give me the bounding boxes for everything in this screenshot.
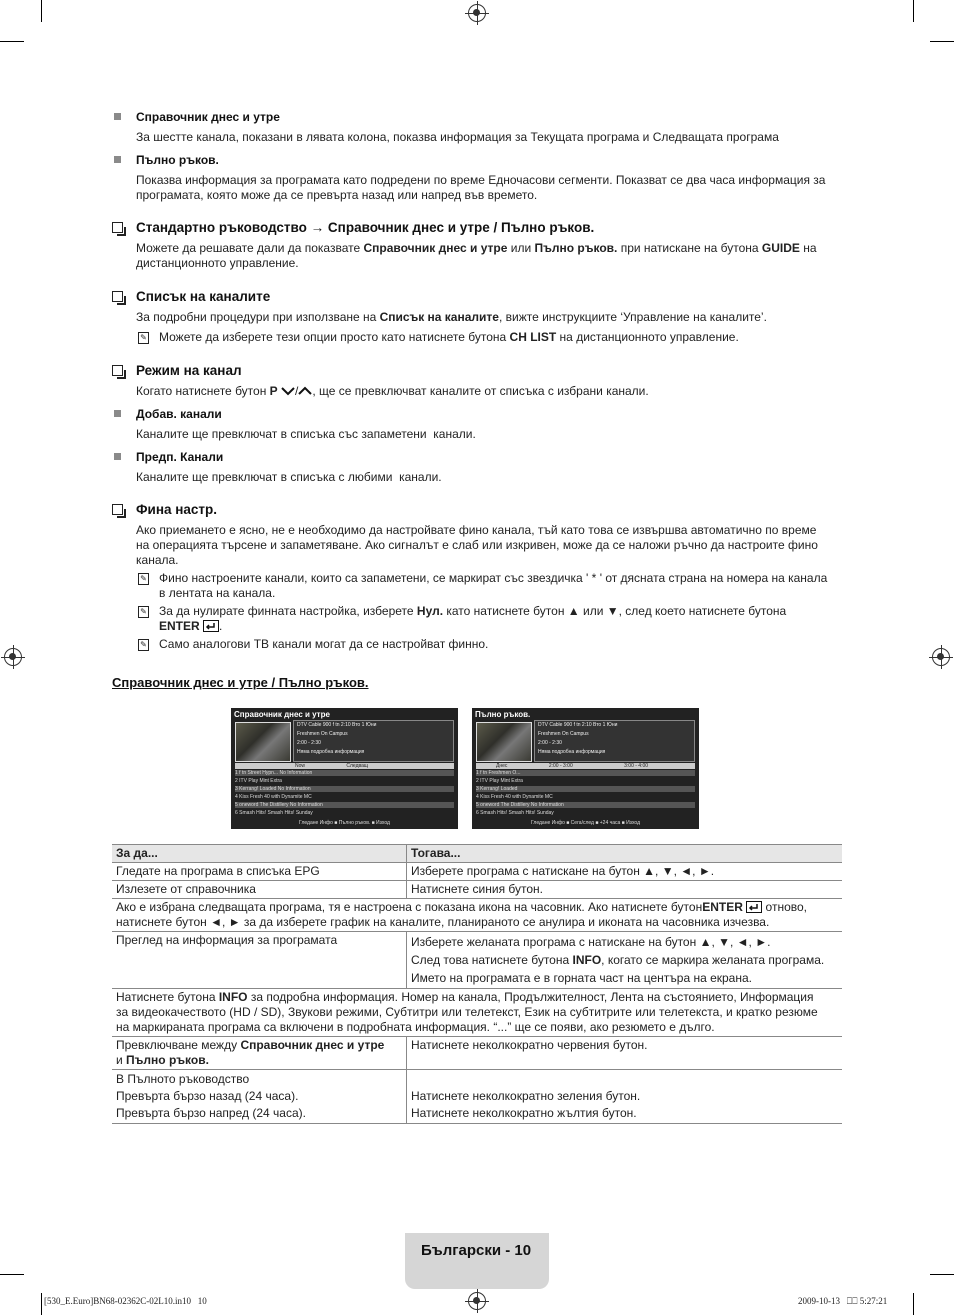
crop-mark xyxy=(41,1293,42,1315)
channel-row[interactable]: 5 oneword The Distillery No Information xyxy=(476,802,695,808)
paragraph: Каналите ще превключат в списъка със запаметени канали. xyxy=(136,427,476,441)
bullet-square-icon xyxy=(114,113,121,120)
figure-title: Справочник днес и утре / Пълно ръков. xyxy=(112,675,369,690)
info-line: Няма подробна информация xyxy=(297,749,365,755)
crop-mark xyxy=(913,1293,914,1315)
print-meta-right: 2009-10-13 ⎕⎕ 5:27:21 xyxy=(798,1296,888,1306)
table-row xyxy=(112,899,842,932)
text: Превключване между xyxy=(116,1038,241,1052)
header-cell: Тогава... xyxy=(407,845,843,863)
page-label: Български - 10 xyxy=(421,1242,532,1259)
info-line: Freshmen On Campus xyxy=(538,731,589,737)
text: Можете да изберете тези опции просто като натиснете бутона xyxy=(159,330,510,344)
info-line: 2:00 - 2:30 xyxy=(297,740,321,746)
crop-mark xyxy=(930,1274,954,1275)
section-heading: Списък на каналите xyxy=(136,289,271,304)
text: отново, xyxy=(762,900,808,914)
text: при натискане на бутона xyxy=(617,241,762,255)
note-icon: ✎ xyxy=(138,639,149,651)
crop-mark xyxy=(41,0,42,22)
text: , ще се превключват каналите от списъка с избрани канали. xyxy=(312,384,649,398)
program-info xyxy=(293,720,454,762)
registration-mark-icon xyxy=(932,648,950,666)
registration-mark-icon xyxy=(4,648,22,666)
registration-mark-icon xyxy=(468,4,486,22)
col-now: Now xyxy=(295,763,306,769)
info-line: 2:00 - 2:30 xyxy=(538,740,562,746)
text: GUIDE xyxy=(761,241,800,255)
crop-mark xyxy=(0,41,24,42)
section-heading: Фина настр. xyxy=(136,502,218,517)
table-row xyxy=(112,989,842,1037)
table-header-row xyxy=(112,845,842,863)
note-text: ENTER . xyxy=(159,619,223,633)
table-row xyxy=(112,881,842,899)
text: Натиснете неколкократно зеления бутон. xyxy=(411,1089,641,1103)
text: и xyxy=(116,1053,127,1067)
note-text: Фино настроените канали, които са запаметени, се маркират със звездичка ' * ' от дясната страна на номера на канала xyxy=(159,571,828,585)
crop-mark xyxy=(913,0,914,22)
cell xyxy=(112,899,842,932)
table-row xyxy=(112,1070,842,1124)
paragraph: програмата, която може да се превърта назад или напред във времето. xyxy=(136,188,538,202)
table-row xyxy=(112,1037,842,1070)
text: Името на програмата е в горната част на центъра на екрана. xyxy=(411,971,752,985)
paragraph xyxy=(136,241,817,256)
text: на xyxy=(799,241,817,255)
screen-title: Пълно ръков. xyxy=(475,710,531,719)
instructions-table xyxy=(112,844,842,1124)
paragraph: Когато натиснете бутон P / , ще се превключват каналите от списъка с избрани канали. xyxy=(136,384,649,398)
text: След това натиснете бутона xyxy=(411,953,573,967)
paragraph: дистанционното управление. xyxy=(136,256,299,270)
text: за подробна информация. Номер на канала, Продължителност, Лента на състоянието, Информация xyxy=(247,990,814,1004)
paragraph xyxy=(136,310,767,325)
column-header xyxy=(235,763,454,769)
tv-screen-full-guide xyxy=(472,708,699,829)
info-line: DTV Cable 900 f tn 2:10 Вто 1 Юни xyxy=(297,722,377,728)
cell xyxy=(407,1070,843,1124)
paragraph: Показва информация за програмата като подредени по време Едночасови сегменти. Показват се два часа информация за xyxy=(136,173,826,187)
text: за видеокачеството (HD / SD), Звукови режими, Субтитри или телетекст, Език на субтитрите или телетекста, и кратко резюме xyxy=(116,1005,818,1019)
text: Натиснете бутона xyxy=(116,990,219,1004)
info-line: Freshmen On Campus xyxy=(297,731,348,737)
text: Справочник днес и утре xyxy=(363,241,508,255)
note-icon: ✎ xyxy=(138,332,149,344)
channel-row[interactable]: 6 Smash Hits! Smash Hits! Sunday xyxy=(476,810,554,816)
note-icon: ✎ xyxy=(138,606,149,618)
text: CH LIST xyxy=(509,330,557,344)
note-text xyxy=(159,604,786,619)
text: Ако е избрана следващата програма, тя е настроена с показана икона на часовник. Ако натиснете бутон xyxy=(116,900,703,914)
enter-icon xyxy=(746,901,762,913)
text: INFO xyxy=(572,953,602,967)
subsection-title: Пълно ръков. xyxy=(136,153,219,167)
subsection-title: Добав. канали xyxy=(136,407,222,421)
cell xyxy=(112,1037,407,1070)
channel-row[interactable]: 2 ITV Play Mint Extra xyxy=(476,778,523,784)
enter-icon xyxy=(203,620,219,632)
cell: Преглед на информация за програмата xyxy=(112,932,407,989)
chevron-down-icon xyxy=(281,386,295,396)
checkbox-bullet-icon xyxy=(112,504,123,515)
note-icon: ✎ xyxy=(138,573,149,585)
header-cell: За да... xyxy=(112,845,407,863)
col-next: Следващ xyxy=(346,763,369,769)
cell: Натиснете синия бутон. xyxy=(407,881,843,899)
section-heading: Режим на канал xyxy=(136,363,242,378)
text: Пълно ръков. xyxy=(534,241,618,255)
checkbox-bullet-icon xyxy=(112,291,123,302)
subsection-title: Предп. Канали xyxy=(136,450,224,464)
info-line: Няма подробна информация xyxy=(538,749,606,755)
text: ENTER xyxy=(702,900,743,914)
program-thumbnail xyxy=(476,722,532,762)
channel-row[interactable]: 5 oneword The Distillery No Information xyxy=(235,802,454,808)
paragraph: канала. xyxy=(136,553,179,567)
checkbox-bullet-icon xyxy=(112,365,123,376)
note-text: Само аналогови ТВ канали могат да се настройват финно. xyxy=(159,637,489,651)
paragraph: на операцията търсене и запаметяване. Ако сигналът е слаб или изкривен, може да се наложи ръчно да настроите фино xyxy=(136,538,818,552)
paragraph: Каналите ще превключат в списъка с любими канали. xyxy=(136,470,442,484)
text: INFO xyxy=(218,990,248,1004)
crop-mark xyxy=(930,41,954,42)
cell: Излезете от справочника xyxy=(112,881,407,899)
text: Списък на каналите xyxy=(379,310,499,324)
text: За подробни процедури при използване на xyxy=(136,310,380,324)
text: Можете да решавате дали да показвате xyxy=(136,241,364,255)
note-text xyxy=(159,330,739,345)
cell: Натиснете неколкократно червения бутон. xyxy=(407,1037,843,1070)
screen-footer: Гледане Инфо ■ Пълно ръков. ■ Изход xyxy=(299,820,390,826)
text: P xyxy=(269,384,278,398)
column-header xyxy=(476,763,695,769)
subsection-title: Справочник днес и утре xyxy=(136,110,280,124)
text: Натиснете неколкократно жълтия бутон. xyxy=(411,1106,637,1120)
text: Когато натиснете бутон xyxy=(136,384,270,398)
chevron-up-icon xyxy=(298,386,312,396)
text: , когато се маркира желаната програма. xyxy=(601,953,825,967)
program-info xyxy=(534,720,695,762)
cell: Изберете програма с натискане на бутон ▲, ▼, ◄, ►. xyxy=(407,863,843,881)
text: Нул. xyxy=(416,604,444,618)
print-meta-left: [530_E.Euro]BN68-02362C-02L10.in10 10 xyxy=(44,1296,207,1306)
tv-screen-now-next xyxy=(231,708,458,829)
note-text: в лентата на канала. xyxy=(159,586,276,600)
text: Изберете желаната програма с натискане на бутон ▲, ▼, ◄, ►. xyxy=(411,935,771,949)
text: ENTER xyxy=(159,619,200,633)
col-today: Днес xyxy=(496,763,508,769)
text: натиснете бутон ◄, ► за да изберете график на каналите, планираното се анулира и иконата на часовника изчезва. xyxy=(116,915,770,929)
crop-mark xyxy=(0,1274,24,1275)
col-slot-1: 2:00 - 3:00 xyxy=(548,763,573,769)
text: Справочник днес и утре xyxy=(240,1038,385,1052)
text: В Пълното ръководство xyxy=(116,1072,250,1086)
registration-mark-icon xyxy=(468,1292,486,1310)
text: Превърта бързо назад (24 часа). xyxy=(116,1089,299,1103)
col-slot-2: 3:00 - 4:00 xyxy=(624,763,649,769)
table-row xyxy=(112,932,842,989)
bullet-square-icon xyxy=(114,453,121,460)
channel-row[interactable]: 2 ITV Play Mint Extra xyxy=(235,778,282,784)
bullet-square-icon xyxy=(114,156,121,163)
channel-row[interactable]: 4 Kiss Fresh 40 with Dynamite MC xyxy=(476,794,553,800)
screen-footer: Гледане Инфо ■ Сега/след ■ +24 часа ■ Изход xyxy=(530,820,641,826)
text: на дистанционното управление. xyxy=(556,330,739,344)
text: За да нулирате финната настройка, изберете xyxy=(159,604,417,618)
cell xyxy=(112,989,842,1037)
table-row xyxy=(112,863,842,881)
text: или xyxy=(507,241,535,255)
page-number-tab xyxy=(405,1233,549,1289)
program-thumbnail xyxy=(235,722,291,762)
cell xyxy=(112,1070,407,1124)
info-line: DTV Cable 900 f tn 2:10 Вто 1 Юни xyxy=(538,722,618,728)
channel-row[interactable]: 1 f tn Freshmen O... xyxy=(476,770,695,776)
channel-row[interactable]: 3 Kerrang! Loaded No Information xyxy=(235,786,454,792)
checkbox-bullet-icon xyxy=(112,222,123,233)
screen-title: Справочник днес и утре xyxy=(234,710,330,719)
text: на маркираната програма са включени в подробната информация. “...” ще се появи, ако резюмето е дълго. xyxy=(116,1020,715,1034)
channel-row[interactable]: 3 Kerrang! Loaded xyxy=(476,786,695,792)
text: Пълно ръков. xyxy=(126,1053,209,1067)
paragraph: За шестте канала, показани в лявата колона, показва информация за Текущата програма и Следващата програма xyxy=(136,130,779,144)
channel-row[interactable]: 4 Kiss Fresh 40 with Dynamite MC xyxy=(235,794,312,800)
channel-row[interactable]: 6 Smash Hits! Smash Hits! Sunday xyxy=(235,810,313,816)
cell xyxy=(407,932,843,989)
paragraph: Ако приемането е ясно, не е необходимо да настройвате фино канала, тъй като това се извършва автоматично по време xyxy=(136,523,817,537)
bullet-square-icon xyxy=(114,410,121,417)
section-heading: Стандартно ръководство → Справочник днес и утре / Пълно ръков. xyxy=(136,220,595,235)
channel-row[interactable]: 1 f tn Street Hypn... No Information xyxy=(235,770,454,776)
text: Превърта бързо напред (24 часа). xyxy=(116,1106,306,1120)
text: , вижте инструкциите ‘Управление на каналите’. xyxy=(498,310,767,324)
cell: Гледате на програма в списъка EPG xyxy=(112,863,407,881)
text: като натиснете бутон ▲ или ▼, след което натиснете бутона xyxy=(443,604,787,618)
